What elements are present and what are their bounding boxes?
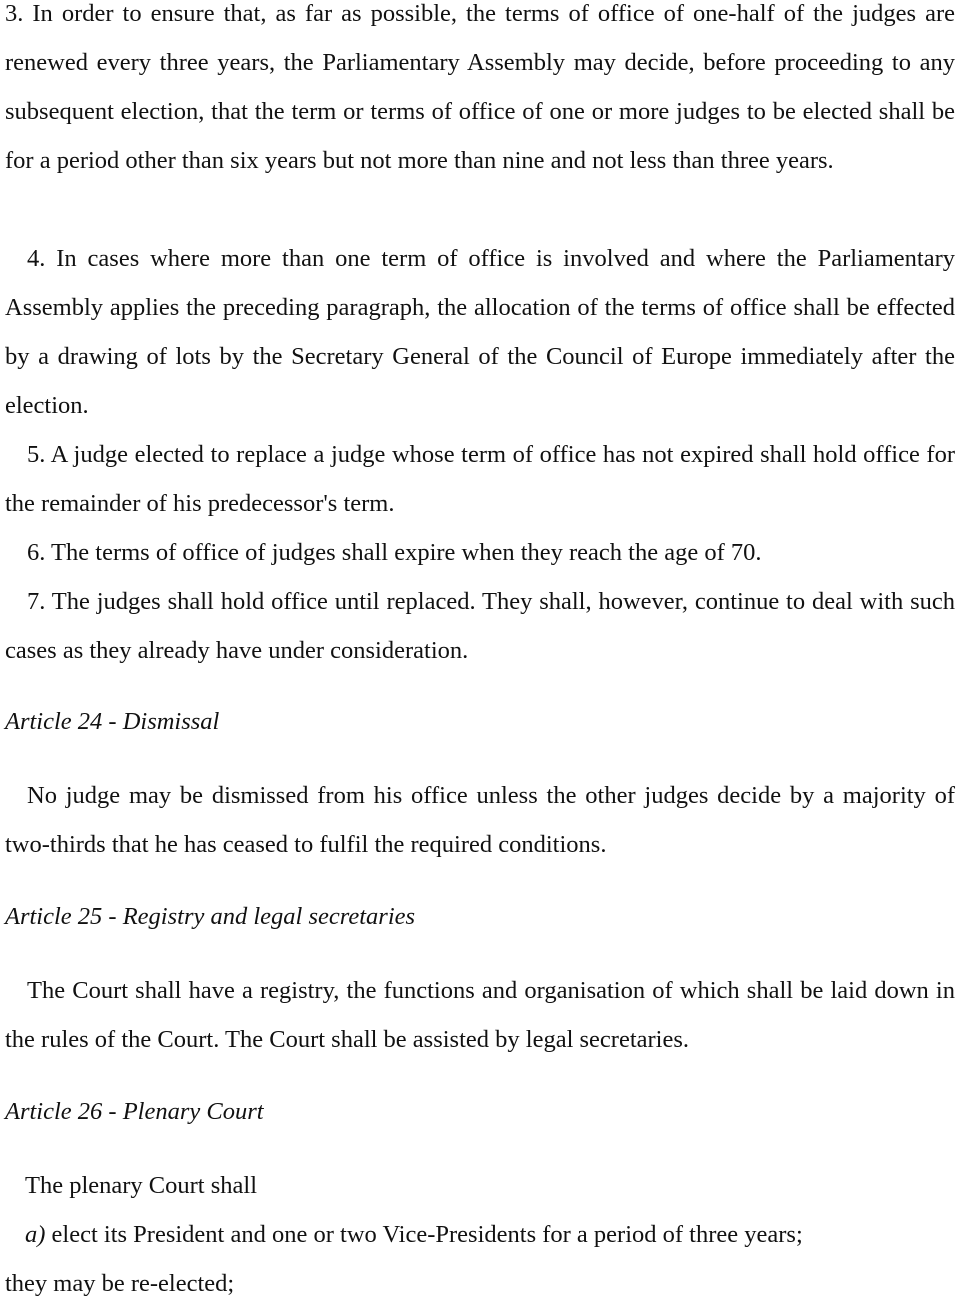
item-a-text: elect its President and one or two Vice-Presidents for a period of three years; <box>45 1221 803 1248</box>
article-26-item-a <box>25 1210 955 1259</box>
item-a-label: a) <box>25 1221 46 1248</box>
article-25-body: The Court shall have a registry, the functions and organisation of which shall be laid down in the rules of the Court. The Court shall be assisted by legal secretaries. <box>5 977 955 1053</box>
paragraph-3: 3. In order to ensure that, as far as possible, the terms of office of one-half of the judges are renewed every three years, the Parliamentary Assembly may decide, before proceeding to any subsequent election, that the term or terms of office of one or more judges to be elected shall be for a period other than six years but not more than nine and not less than three years. <box>5 0 955 174</box>
article-26-intro: The plenary Court shall <box>25 1172 258 1199</box>
article-26-heading: Article 26 - Plenary Court <box>5 1098 264 1125</box>
paragraph-7: 7. The judges shall hold office until replaced. They shall, however, continue to deal with such cases as they already have under consideration. <box>5 588 955 664</box>
article-25-heading: Article 25 - Registry and legal secretaries <box>5 903 416 930</box>
article-24-body: No judge may be dismissed from his office unless the other judges decide by a majority of two-thirds that he has ceased to fulfil the required conditions. <box>5 782 955 858</box>
article-26-item-a-continuation: they may be re-elected; <box>5 1270 235 1297</box>
paragraph-5: 5. A judge elected to replace a judge whose term of office has not expired shall hold office for the remainder of his predecessor's term. <box>5 441 955 517</box>
paragraph-6: 6. The terms of office of judges shall expire when they reach the age of 70. <box>27 539 762 566</box>
article-24-heading: Article 24 - Dismissal <box>5 708 220 735</box>
paragraph-4: 4. In cases where more than one term of office is involved and where the Parliamentary Assembly applies the preceding paragraph, the allocation of the terms of office shall be effected by a drawing of lots by the Secretary General of the Council of Europe immediately after the election. <box>5 245 955 419</box>
